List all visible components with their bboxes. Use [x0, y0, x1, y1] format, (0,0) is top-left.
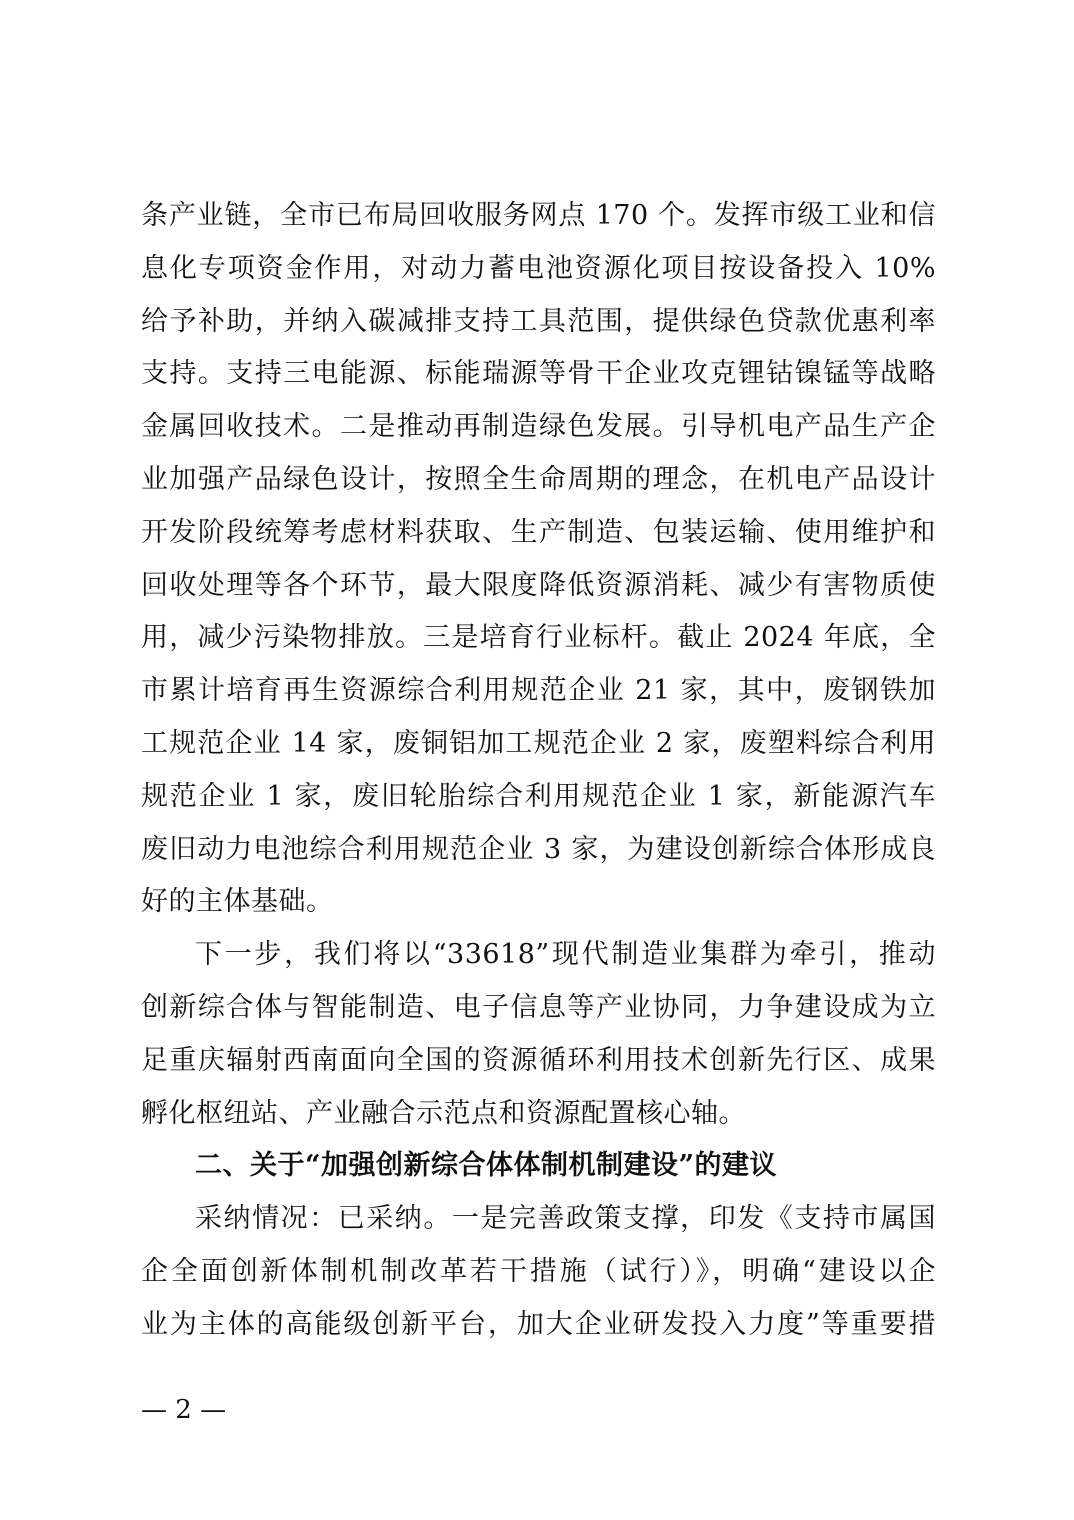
- text-line: 下一步，我们将以“33618”现代制造业集群为牵引，推动: [195, 939, 936, 971]
- text-line: 业加强产品绿色设计，按照全生命周期的理念，在机电产品设计: [141, 463, 936, 495]
- text-line: 规范企业 1 家，废旧轮胎综合利用规范企业 1 家，新能源汽车: [141, 780, 936, 812]
- text-line: 孵化枢纽站、产业融合示范点和资源配置核心轴。: [141, 1097, 746, 1129]
- paragraph-next-steps: [141, 929, 936, 1140]
- text-line: 支持。支持三电能源、标能瑞源等骨干企业攻克锂钴镍锰等战略: [141, 358, 936, 390]
- text-line: 足重庆辐射西南面向全国的资源循环利用技术创新先行区、成果: [141, 1044, 936, 1076]
- text-line: 业为主体的高能级创新平台，加大企业研发投入力度”等重要措: [141, 1308, 936, 1340]
- text-line: 工规范企业 14 家，废铜铝加工规范企业 2 家，废塑料综合利用: [141, 727, 936, 759]
- document-body: [141, 190, 936, 1352]
- text-line: 创新综合体与智能制造、电子信息等产业协同，力争建设成为立: [141, 991, 936, 1023]
- text-line: 金属回收技术。二是推动再制造绿色发展。引导机电产品生产企: [141, 411, 936, 443]
- text-line: 条产业链，全市已布局回收服务网点 170 个。发挥市级工业和信: [141, 200, 936, 231]
- text-line: 废旧动力电池综合利用规范企业 3 家，为建设创新综合体形成良: [141, 833, 936, 865]
- paragraph-recycling-measures: [141, 190, 936, 929]
- text-line: 企全面创新体制机制改革若干措施（试行）》，明确“建设以企: [141, 1255, 936, 1287]
- paragraph-adoption-status: [141, 1193, 936, 1351]
- text-line: 息化专项资金作用，对动力蓄电池资源化项目按设备投入 10%: [141, 252, 936, 284]
- text-line: 好的主体基础。: [141, 886, 334, 918]
- text-line: 回收处理等各个环节，最大限度降低资源消耗、减少有害物质使: [141, 569, 936, 601]
- section-heading: 二、关于“加强创新综合体体制机制建设”的建议: [195, 1150, 778, 1182]
- text-line: 开发阶段统筹考虑材料获取、生产制造、包装运输、使用维护和: [141, 516, 936, 548]
- page-number: — 2 —: [141, 1395, 227, 1425]
- text-line: 给予补助，并纳入碳减排支持工具范围，提供绿色贷款优惠利率: [141, 305, 936, 337]
- text-line: 市累计培育再生资源综合利用规范企业 21 家，其中，废钢铁加: [141, 675, 936, 707]
- text-line: 用，减少污染物排放。三是培育行业标杆。截止 2024 年底，全: [141, 622, 936, 654]
- text-line: 采纳情况：已采纳。一是完善政策支撑，印发《支持市属国: [195, 1203, 936, 1235]
